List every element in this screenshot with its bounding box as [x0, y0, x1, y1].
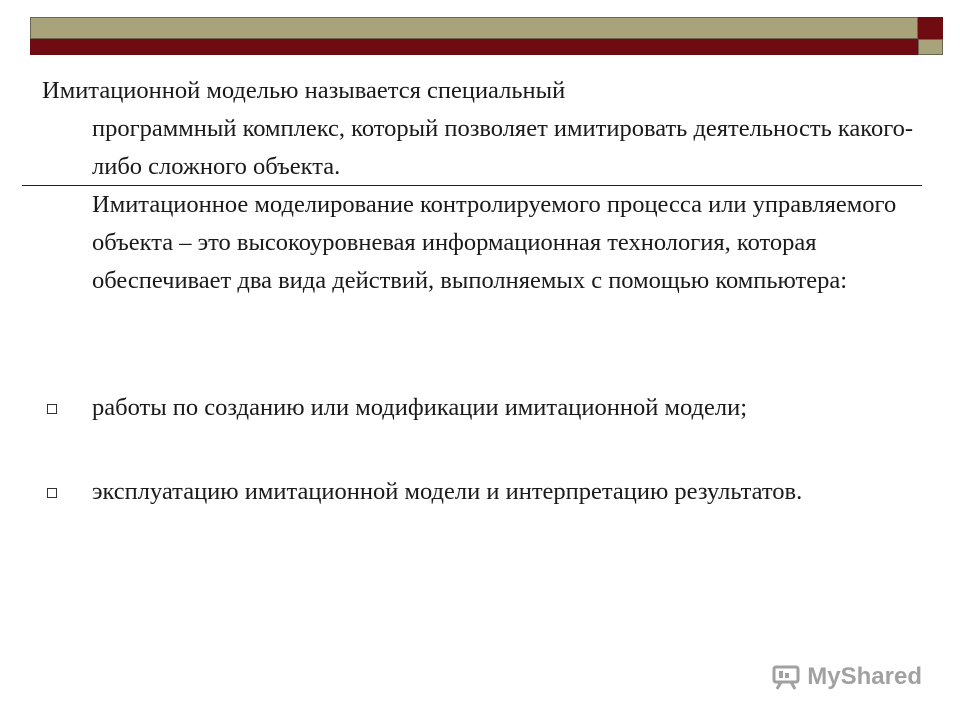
list-item-text: работы по созданию или модификации имитационной модели; — [92, 394, 748, 421]
definition-continuation: программный комплекс, который позволяет имитировать деятельность какого-либо сложного объекта. — [92, 115, 914, 180]
list-item-text: эксплуатацию имитационной модели и интерпретацию результатов. — [92, 478, 803, 505]
modeling-paragraph: Имитационное моделирование контролируемого процесса или управляемого объекта – это высокоуровневая информационная технология, которая обеспечивает два вида действий, выполняемых с помощью компьютера: — [92, 191, 897, 294]
definition-first-line: Имитационной моделью называется специальный — [42, 77, 566, 104]
definition-paragraph — [42, 72, 922, 186]
square-bullet-icon — [47, 488, 57, 498]
watermark-text: MyShared — [807, 663, 922, 690]
watermark-logo — [771, 662, 922, 692]
square-bullet-icon — [47, 404, 57, 414]
presentation-board-icon — [771, 662, 801, 692]
